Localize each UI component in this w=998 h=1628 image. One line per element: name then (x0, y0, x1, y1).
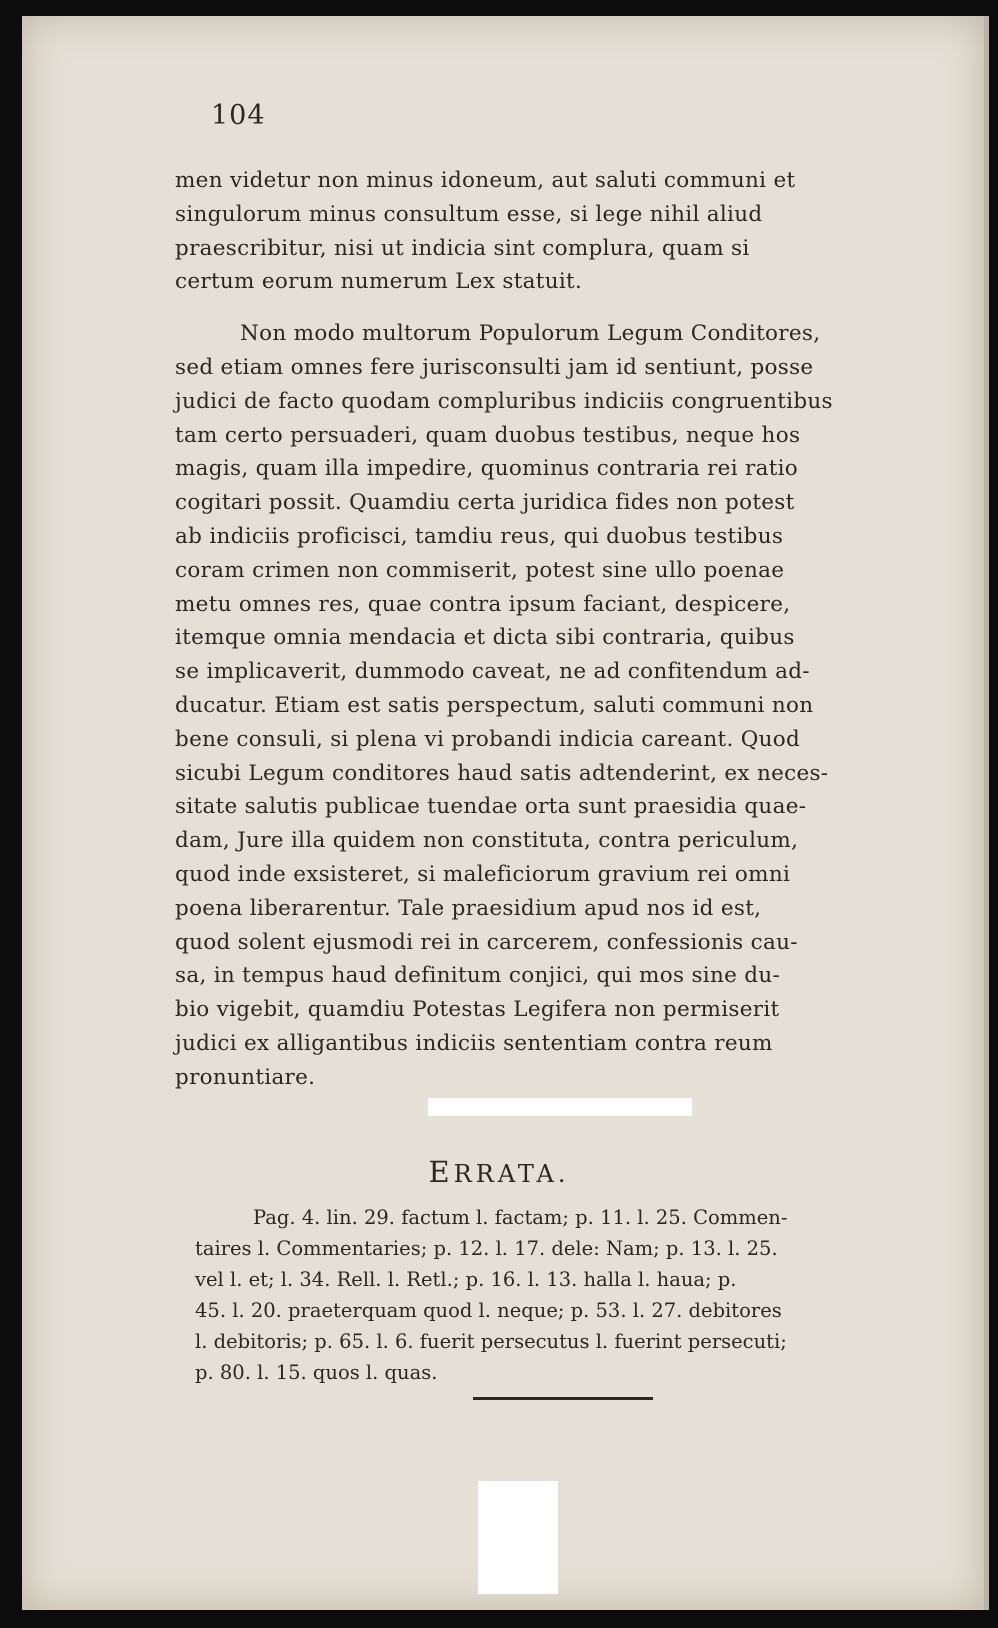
errata-line: p. 80. l. 15. quos l. quas. (195, 1361, 438, 1384)
body-line: ducatur. Etiam est satis perspectum, saluti communi non (175, 692, 814, 718)
body-line: tam certo persuaderi, quam duobus testibus, neque hos (175, 422, 801, 448)
body-line: certum eorum numerum Lex statuit. (175, 269, 583, 295)
errata-line: taires l. Commentaries; p. 12. l. 17. dele: Nam; p. 13. l. 25. (195, 1237, 778, 1260)
body-line: judici de facto quodam compluribus indiciis congruentibus (175, 388, 833, 414)
body-line: coram crimen non commiserit, potest sine ullo poenae (175, 557, 785, 583)
body-line: bio vigebit, quamdiu Potestas Legifera non permiserit (175, 997, 780, 1023)
body-line: quod solent ejusmodi rei in carcerem, confessionis cau- (175, 929, 798, 955)
errata-heading-rest: RRATA. (453, 1160, 570, 1188)
errata-list (195, 1202, 935, 1388)
body-line: pronuntiare. (175, 1064, 316, 1090)
body-line: praescribitur, nisi ut indicia sint complura, quam si (175, 235, 750, 261)
redaction-block (478, 1481, 558, 1594)
body-line: ab indiciis proficisci, tamdiu reus, qui duobus testibus (175, 523, 784, 549)
body-line: men videtur non minus idoneum, aut saluti communi et (175, 168, 796, 193)
body-line: bene consuli, si plena vi probandi indicia careant. Quod (175, 726, 801, 752)
errata-line: 45. l. 20. praeterquam quod l. neque; p. 53. l. 27. debitores (195, 1299, 782, 1322)
body-line: Non modo multorum Populorum Legum Conditores, (240, 321, 821, 347)
closing-rule (473, 1397, 653, 1400)
redaction-bar (428, 1098, 692, 1116)
body-line: poena liberarentur. Tale praesidium apud nos id est, (175, 895, 762, 921)
body-line: singulorum minus consultum esse, si lege nihil aliud (175, 201, 763, 227)
errata-line: Pag. 4. lin. 29. factum l. factam; p. 11. l. 25. Commen- (253, 1206, 788, 1229)
errata-heading (0, 1155, 998, 1189)
body-line: sed etiam omnes fere jurisconsulti jam id sentiunt, posse (175, 354, 814, 380)
paragraph-gap (175, 299, 938, 317)
body-line: judici ex alligantibus indiciis sententiam contra reum (175, 1030, 773, 1056)
body-line: se implicaverit, dummodo caveat, ne ad confitendum ad- (175, 659, 810, 685)
body-line: sicubi Legum conditores haud satis adtenderint, ex neces- (175, 760, 829, 786)
body-text (175, 164, 938, 1095)
body-line: dam, Jure illa quidem non constituta, contra periculum, (175, 828, 799, 854)
body-line: sa, in tempus haud definitum conjici, qui mos sine du- (175, 963, 781, 989)
errata-line: l. debitoris; p. 65. l. 6. fuerit persecutus l. fuerint persecuti; (195, 1330, 787, 1353)
body-line: metu omnes res, quae contra ipsum faciant, despicere, (175, 591, 791, 617)
body-line: magis, quam illa impedire, quominus contraria rei ratio (175, 456, 799, 482)
body-line: quod inde exsisteret, si maleficiorum gravium rei omni (175, 861, 791, 887)
body-line: sitate salutis publicae tuendae orta sunt praesidia quae- (175, 794, 807, 820)
page-number: 104 (211, 100, 266, 131)
body-line: itemque omnia mendacia et dicta sibi contraria, quibus (175, 625, 795, 651)
errata-heading-initial: E (428, 1155, 454, 1189)
body-line: cogitari possit. Quamdiu certa juridica fides non potest (175, 490, 795, 516)
errata-line: vel l. et; l. 34. Rell. l. Retl.; p. 16. l. 13. halla l. haua; p. (195, 1268, 737, 1291)
